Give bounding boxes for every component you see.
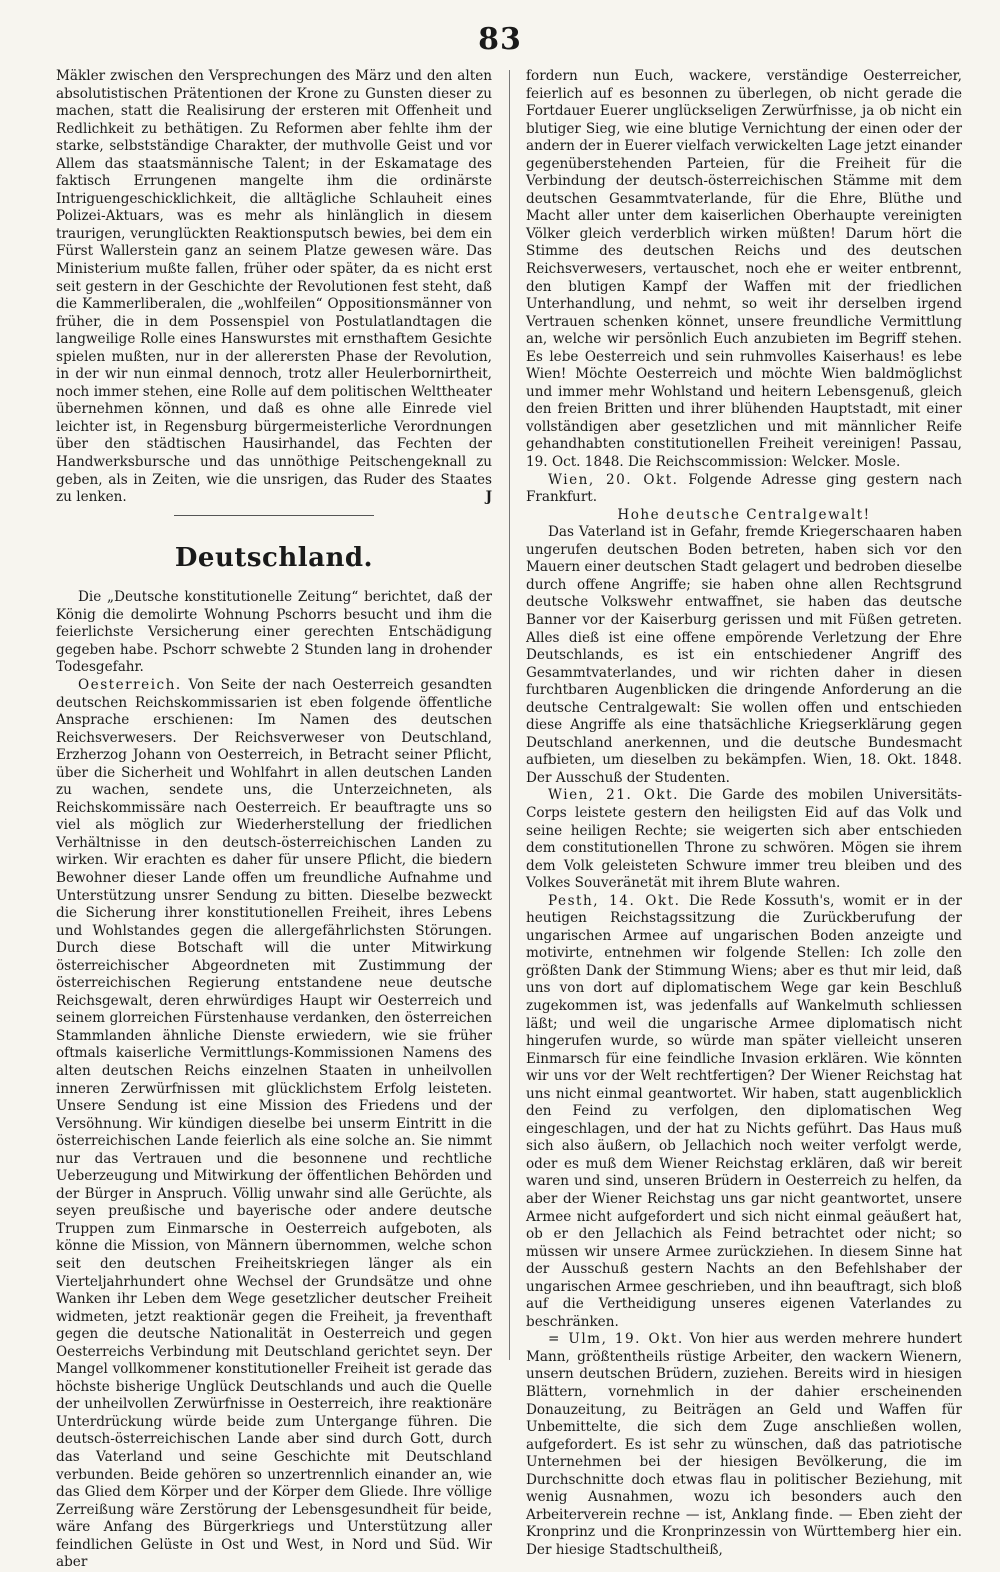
article-oesterreich: Oesterreich. Von Seite der nach Oesterreich gesandten deutschen Reichskommissarien ist eben folgende öffentliche Ansprache erschienen: Im Namen des deutschen Reichsverwesers. Der Reichsverweser von Deutschland, Erzherzog Johann von Oesterreich, in Betracht seiner Pflicht, über die Sicherheit und Wohlfahrt in allen deutschen Landen zu wachen, sendete uns, die Unterzeichneten, als Reichskommissäre nach Oesterreich. Er beauftragte uns so viel als möglich zur Wiederherstellung der friedlichen Verhältnisse in den deutsch-österreichischen Landen zu wirken. Wir erachten es daher für unsere Pflicht, die biedern Bewohner dieser Lande offen um freundliche Aufnahme und Unterstützung unsrer Sendung zu bitten. Dieselbe bezweckt die Sicherung ihrer konstitutionellen Freiheit, ihres Lebens und Wohlstandes gegen die allergefährlichsten Störungen. Durch diese Botschaft will die unter Mitwirkung österreichischer Abgeordneten mit Zustimmung der österreichischen Regierung entstandene neue deutsche Reichsgewalt, deren ehrwürdiges Haupt wir Oesterreich und seinem glorreichen Fürstenhause verdanken, den österreichen Stammlanden ähnliche Dienste erwiedern, wie sie früher oftmals kaiserliche Vermittlungs-Kommissionen Namens des alten deutschen Reichs einzelnen Staaten in unheilvollen inneren Zerwürfnissen mit glücklichstem Erfolg leisteten. Unsere Sendung ist eine Mission des Friedens und der Versöhnung. Wir kündigen dieselbe bei unserm Eintritt in die österreichischen Lande feierlich als eine solche an. Sie nimmt nur das Vertrauen und die besonnene und rechtliche Ueberzeugung und Mitwirkung der öffentlichen Behörden und der Bürger in Anspruch. Völlig unwahr sind alle Gerüchte, als seyen preußische und bayerische oder andere deutsche Truppen zum Einmarsche in Oesterreich aufgeboten, als könne die Mission, von Männern übernommen, welche schon seit den deutschen Freiheitskriegen länger als ein Vierteljahrhundert ohne Wechsel der Grundsätze und ohne Wanken ihr Leben dem Wege gesetzlicher deutscher Freiheit widmeten, jetzt reaktionär gegen die Freiheit, ja freventhaft gegen die deutsche Nationalität in Oesterreich und gegen Oesterreichs Verbindung mit Deutschland gerichtet seyn. Der Mangel vollkommener konstitutioneller Freiheit ist gerade das höchste bisherige Unglück Deutschlands und auch die Quelle der unheilvollen Zerwürfnisse in Oesterreich, ihre reaktionäre Unterdrückung würde beide zum Untergange führen. Die deutsch-österreichischen Lande aber sind durch Gott, durch das Vaterland und seine Geschichte mit Deutschland verbunden. Beide gehören so unzertrennlich einander an, wie das Glied dem Körper und der Körper dem Gliede. Ihre völlige Zerreißung wäre Zerstörung der Lebensgesundheit für beide, wäre Anfang des Bürgerkriegs und Unterstützung aller feindlichen Gelüste in Ost und West, in Nord und Süd. Wir aber: [56, 676, 492, 1571]
right-column: [526, 68, 962, 1559]
dateline-wien-21: Wien, 21. Okt.: [548, 787, 679, 804]
section-divider: [174, 515, 374, 516]
intro-signature: J: [485, 489, 492, 506]
section-heading: Deutschland.: [174, 542, 374, 573]
address-text: Das Vaterland ist in Gefahr, fremde Kriegerschaaren haben ungerufen deutschen Boden betreten, haben sich vor den Mauern einer deutschen Stadt gelagert und bedroben dieselbe durch offene Angriffe; sie haben ohne allen Rechtsgrund deutsche Volkswehr entwaffnet, sie haben das deutsche Banner vor der Kaiserburg gerissen und mit Füßen getreten. Alles dieß ist eine offene empörende Verletzung der Ehre Deutschlands, es ist ein entschiedener Angriff des Gesammtvaterlandes, und wir richten daher in diesen furchtbaren Augenblicken die dringende Anforderung an die deutsche Centralgewalt: Sie wollen offen und entschieden diese Angriffe als eine thatsächliche Kriegserklärung gegen Deutschland anerkennen, und die deutsche Bundesmacht aufbieten, um dieselben zu bekämpfen. Wien, 18. Okt. 1848. Der Ausschuß der Studenten.: [526, 524, 962, 786]
article-pschorr: Die „Deutsche konstitutionelle Zeitung“ berichtet, daß der König die demolirte Wohnung Pschorrs besucht und ihm die feierlichste Versicherung einer gerechten Entschädigung gegeben habe. Pschorr schwebte 2 Stunden lang in drohender Todesgefahr.: [56, 589, 492, 676]
column-rule: [509, 70, 510, 1360]
address-heading: Hohe deutsche Centralgewalt!: [617, 506, 871, 523]
article-pesth: Pesth, 14. Okt. Die Rede Kossuth's, womit er in der heutigen Reichstagssitzung die Zurückberufung der ungarischen Armee auf ungarischen Boden anzeigte und motivirte, entnehmen wir folgende Stellen: Ich zolle den größten Dank der Stimmung Wiens; aber es thut mir leid, daß uns von dort auf diplomatischem Wege gar kein Beschluß zugekommen ist, was jedenfalls auf Wankelmuth schliessen läßt; und weil die ungarische Armee diplomatisch nicht hingerufen wurde, so würde man später vielleicht unseren Einmarsch für eine feindliche Invasion erklären. Wie könnten wir uns vor der Welt rechtfertigen? Der Wiener Reichstag hat uns nicht einmal geantwortet. Wir haben, statt augenblicklich den Feind zu verfolgen, den diplomatischen Weg eingeschlagen, und der hat zu Nichts geführt. Das Haus muß sich also äußern, ob Jellachich noch weiter verfolgt werde, oder es muß dem Wiener Reichstag erklären, daß wir bereit waren und sind, unseren Brüdern in Oesterreich zu helfen, da aber der Wiener Reichstag uns gar nicht geantwortet, unsere Armee nicht aufgefordert und sich nicht einmal geäußert hat, ob er den Jellachich als Feind betrachtet oder nicht; so müssen wir unsere Armee zurückziehen. In diesem Sinne hat der Ausschuß gestern Nachts an den Befehlshaber der ungarischen Armee geschrieben, und ihn beauftragt, sich bloß auf die Vertheidigung unseres eigenen Vaterlandes zu beschränken.: [526, 892, 962, 1330]
article-ulm: = Ulm, 19. Okt. Von hier aus werden mehrere hundert Mann, größtentheils rüstige Arbeiter, den wackern Wienern, unsern deutschen Brüdern, zuziehen. Bereits wird in hiesigen Blättern, vornehmlich in der dahier erscheinenden Donauzeitung, zu Beiträgen an Geld und Waffen für Unbemittelte, die sich dem Zuge anschließen wollen, aufgefordert. Es ist sehr zu wünschen, daß das patriotische Unternehmen bei der hiesigen Bevölkerung, die im Durchschnitte doch etwas flau in politischer Beziehung, mit wenig Ausnahmen, wozu ich besonders auch den Arbeiterverein rechne — ist, Anklang finde. — Eben zieht der Kronprinz und die Kronprinzessin von Württemberg hier ein. Der hiesige Stadtschultheiß,: [526, 1331, 963, 1558]
dateline-wien-20: Wien, 20. Okt.: [548, 471, 679, 488]
dateline-pesth: Pesth, 14. Okt.: [548, 892, 681, 909]
dateline-oesterreich: Oesterreich.: [78, 676, 182, 693]
article-wien-21: Wien, 21. Okt. Die Garde des mobilen Universitäts-Corps leistete gestern den heiligsten Eid auf das Volk und seine heiligen Rechte; sie weigerten sich aber entschieden dem constitutionellen Throne zu schwören. Mögen sie ihrem dem Volk geleisteten Schwure immer treu bleiben und des Volkes Souveränetät mit ihrem Blute wahren.: [526, 787, 963, 892]
intro-paragraph: Mäkler zwischen den Versprechungen des März und den alten absolutistischen Prätentionen der Krone zu Gunsten dieser zu machen, statt die Realisirung der ersteren mit Offenheit und Redlichkeit zu bethätigen. Zu Reformen aber fehlte ihm der starke, selbstständige Charakter, der muthvolle Geist und vor Allem das staatsmännische Talent; in der Eskamatage des faktisch Errungenen mangelte ihm die ordinärste Intriguengeschicklichkeit, die alltägliche Schlauheit eines Polizei-Aktuars, was es mehr als hinlänglich in diesem traurigen, verunglückten Reaktionsputsch bewies, bei dem ein Fürst Wallerstein ganz an seinem Platze gewesen wäre. Das Ministerium mußte fallen, früher oder später, da es nicht erst seit gestern in der Geschichte der Revolutionen fest steht, daß die Kammerliberalen, die „wohlfeilen“ Oppositionsmänner von früher, die in dem Possenspiel von Postulatlandtagen die langweilige Rolle eines Hanswurstes mit ernsthaftem Gesichte spielen mußten, nur in der allerersten Phase der Revolution, in der wir nun einmal dennoch, trotz aller Heulerbornirtheit, noch immer stehen, eine Rolle auf dem politischen Welttheater übernehmen können, und daß es ohne alle Einrede viel leichter ist, in Regensburg bürgermeisterliche Verordnungen über den städtischen Hausirhandel, das Fechten der Handwerksbursche und das unnöthige Peitschengeknall zu geben, als in Zeiten, wie die unsrigen, das Ruder des Staates zu lenken. J: [56, 68, 492, 506]
article-wien-20: Wien, 20. Okt. Folgende Adresse ging gestern nach Frankfurt.: [526, 471, 962, 506]
page-number: 83: [478, 22, 522, 57]
article-continuation: fordern nun Euch, wackere, verständige Oesterreicher, feierlich auf es besonnen zu überlegen, ob nicht gerade die Fortdauer Euerer unglückseligen Zerwürfnisse, ja ob nicht ein blutiger Sieg, wie eine blutige Vernichtung der einen oder der andern der in Euerer vielfach verwickelten Lage jetzt einander gegenüberstehenden Parteien, für die Freiheit für die Verbindung der deutsch-österreichischen Stämme mit dem deutschen Gesammtvaterlande, für die Ehre, Blüthe und Macht aller unter dem kaiserlichen Oberhaupte vereinigten Völker gleich verderblich wirken müßten! Darum hört die Stimme des deutschen Reichs und des deutschen Reichsverwesers, vertauschet, noch ehe er weiter entbrennt, den blutigen Kampf der Waffen mit der friedlichen Unterhandlung, und nehmt, so weit ihr derselben irgend Vertrauen schenken könnet, unsere freundliche Vermittlung an, welche wir persönlich Euch anzubieten im Begriff stehen. Es lebe Oesterreich und sein ruhmvolles Kaiserhaus! es lebe Wien! Möchte Oesterreich und möchte Wien baldmöglichst und immer mehr Wohlstand und heitern Lebensgenuß, gleich den freien Britten und ihrer blühenden Hauptstadt, mit einer vollständigen aber gesetzlichen und mit männlicher Reife gehandhabten constitutionellen Freiheit vereinigen! Passau, 19. Oct. 1848. Die Reichscommission: Welcker. Mosle.: [526, 68, 962, 471]
left-column: [56, 68, 492, 1572]
dateline-ulm: = Ulm, 19. Okt.: [548, 1331, 684, 1348]
